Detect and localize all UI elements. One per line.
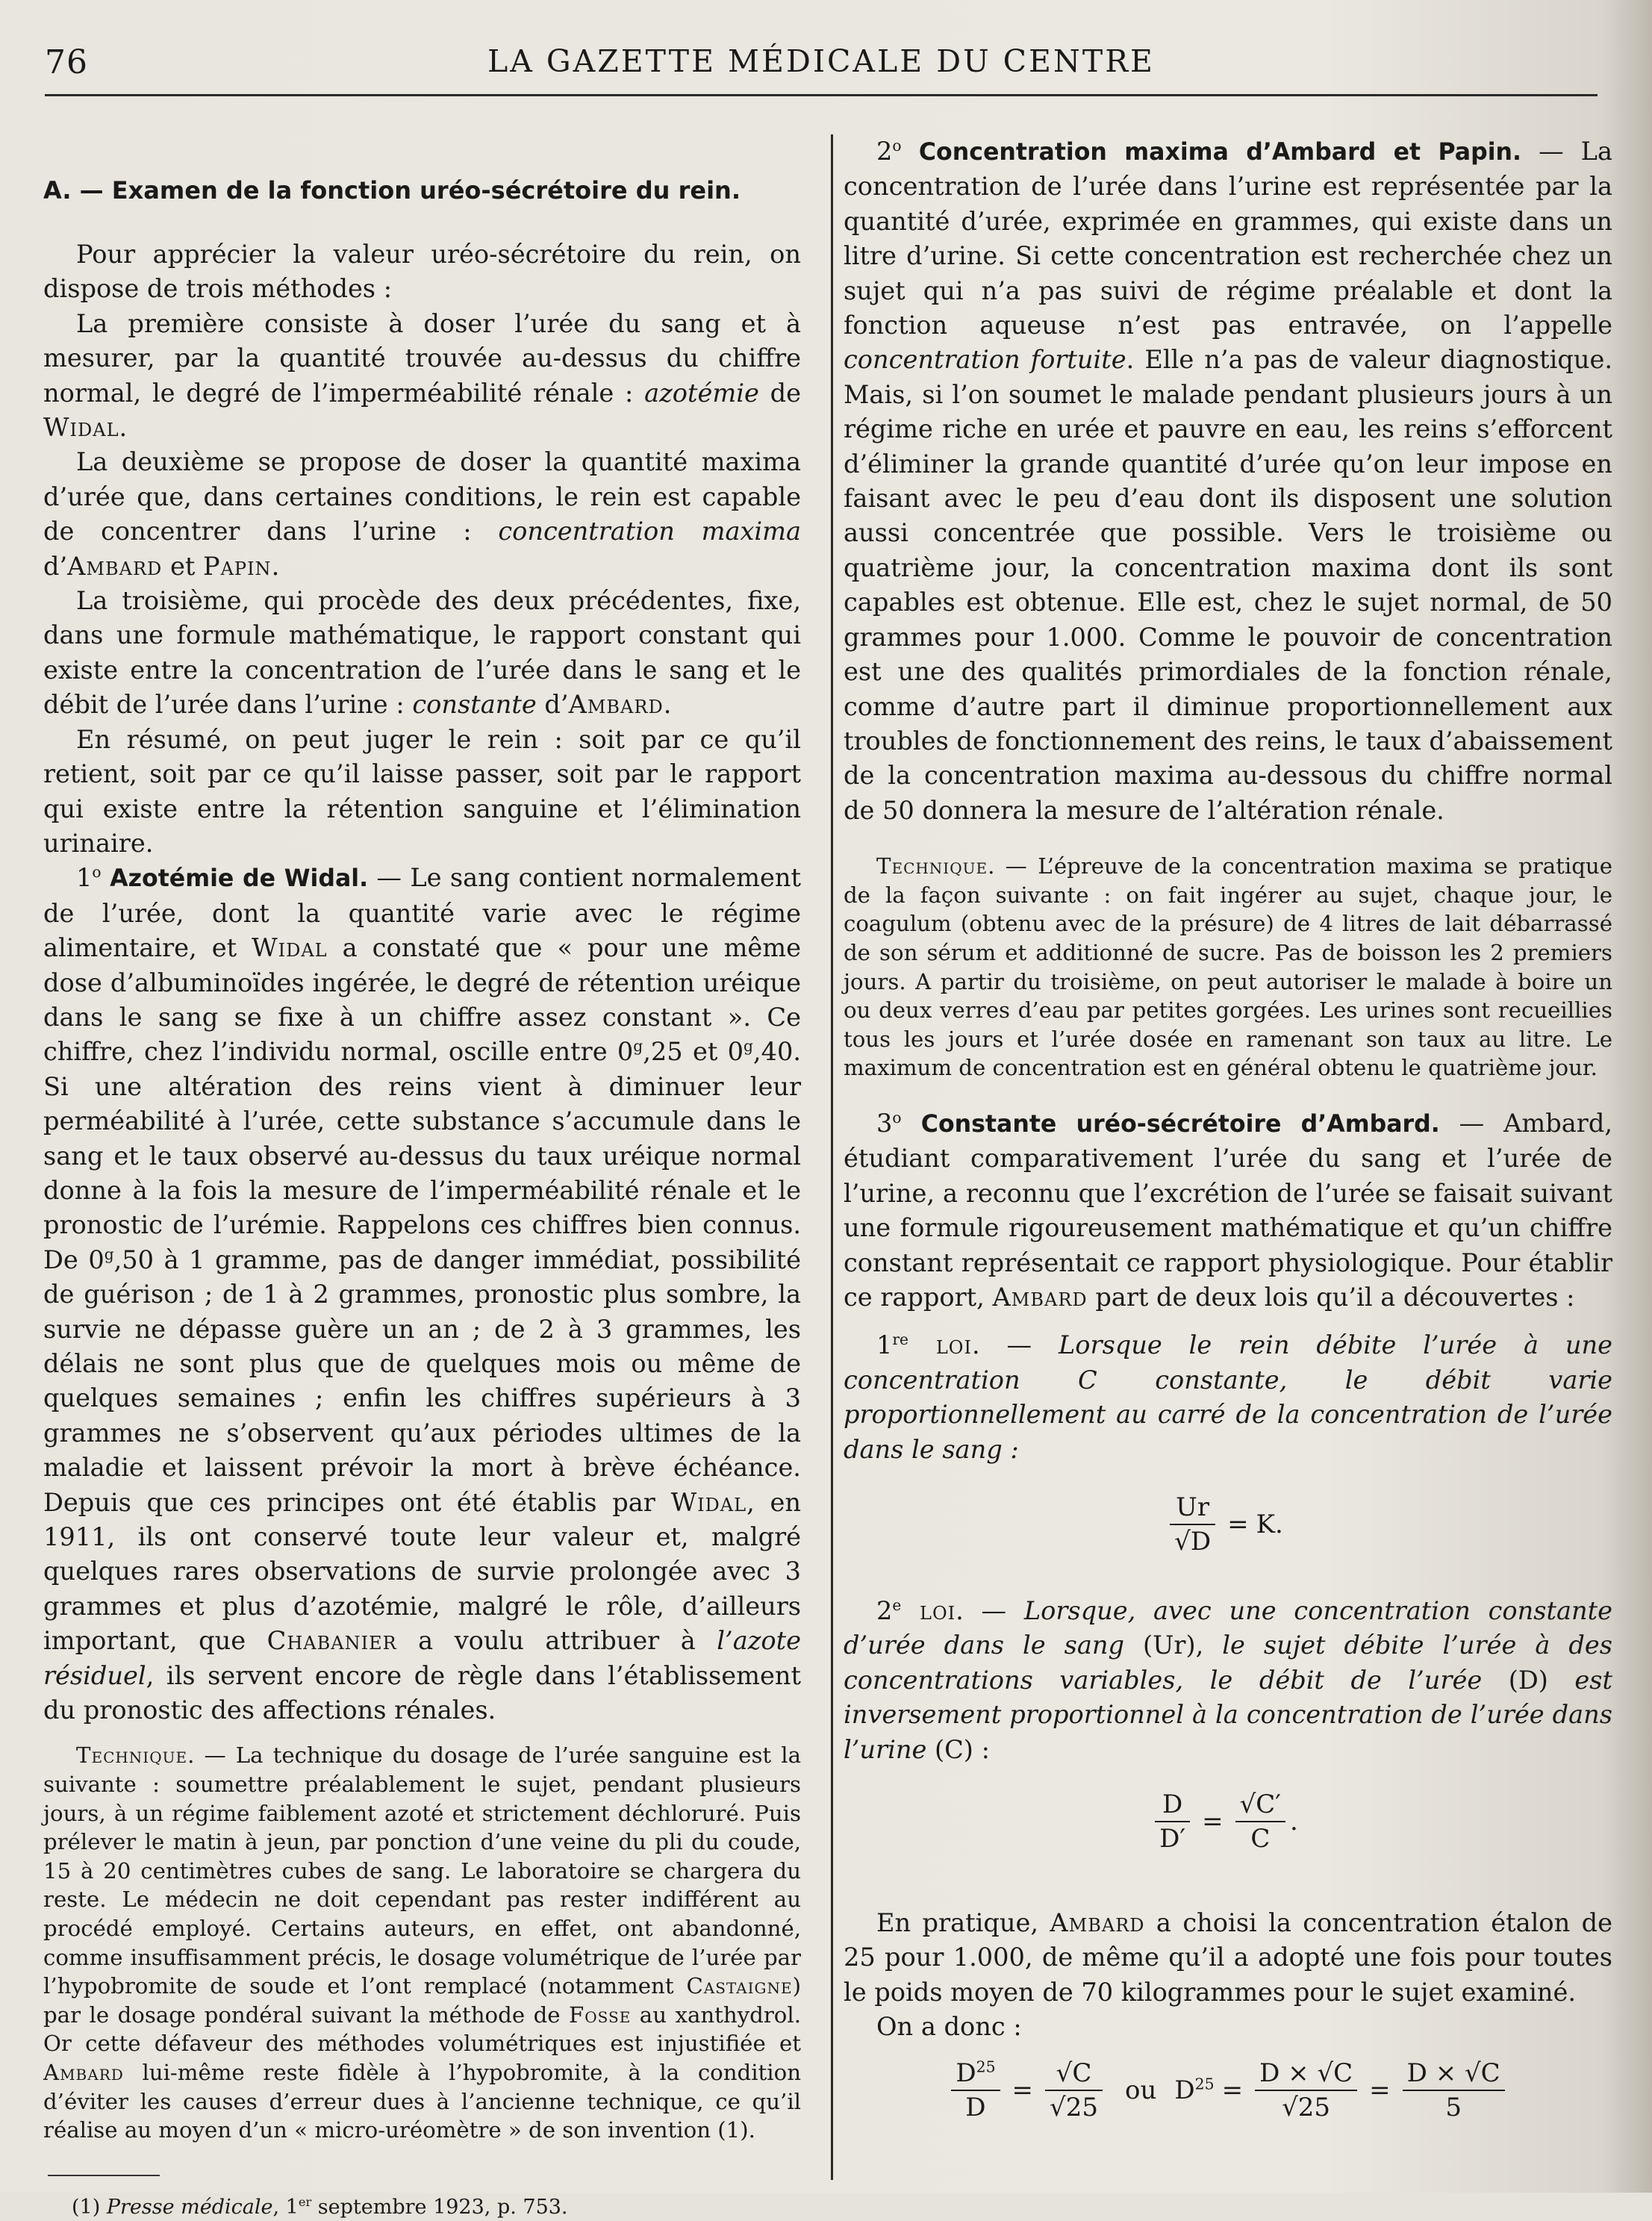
left-column [43,134,801,2221]
formula-fraction: $\frac{D \times √C}{5}$ [1403,2058,1505,2122]
formula-fraction: $\frac{√C}{√25}$ [1045,2058,1103,2122]
concentration-title: Concentration maxima d’Ambard et Papin. [901,139,1522,166]
section-heading: A. — Examen de la fonction uréo-sécrétoire du rein. [43,176,741,205]
on-a-donc: On a donc : [876,2012,1022,2042]
journal-title: LA GAZETTE MÉDICALE DU CENTRE [487,43,1155,79]
constante-paragraph: 3$^o$ Constante uréo-sécrétoire d’Ambard. — Ambard, étudiant comparativement l’urée du sang et l’urée de l’urine, a reconnu que l’excrétion de l’urée se faisait suivant une formule rigoureusement mathématique et qu’un chiffre constant représentait ce rapport physiologique. Pour établir ce rapport, Ambard part de deux lois qu’il a découvertes : [844,1108,1613,1312]
formula-fraction: $\frac{D^{25}}{D}$ [951,2058,1000,2122]
header-rule [45,94,1598,96]
method-three-paragraph: La troisième, qui procède des deux précédentes, fixe, dans une formule mathématique, le rapport constant qui existe entre la concentration de l’urée dans le sang et le débit de l’urée dans l’urine : constante d’Ambard. [43,586,801,720]
first-law-paragraph: 1re loi. — Lorsque le rein débite l’urée à une concentration C constante, le débit varie proportionnellement au carré de la concentration de l’urée dans le sang : [844,1330,1612,1464]
method-one-paragraph: La première consiste à doser l’urée du sang et à mesurer, par la quantité trouvée au-dessus du chiffre normal, le degré de l’imperméabilité rénale : azotémie de Widal. [43,308,801,443]
technique-paragraph-right: Technique. — L’épreuve de la concentration maxima se pratique de la façon suivante : on fait ingérer au sujet, chaque jour, le coagulum (obtenu avec de la présure) de 4 litres de lait débarrassé de son sérum et additionné de sucre. Pas de boisson les 2 premiers jours. A partir du troisième, on peut autoriser le malade à boire un ou deux verres d’eau par petites gorgées. Les urines sont recueillies tous les jours et l’urée dosée en ramenant son taux au litre. Le maximum de concentration est en général obtenu le quatrième jour. [844,853,1612,1081]
formula-fraction: $\frac{Ur}{√D}$ [1170,1492,1215,1557]
page-number: 76 [45,43,88,81]
formula-fraction: $\frac{D \times √C}{√25}$ [1255,2058,1357,2122]
footnote: (1) Presse médicale, 1er septembre 1923, p. 753. [72,2194,568,2219]
second-law-paragraph: 2e loi. — Lorsque, avec une concentration constante d’urée dans le sang (Ur), le sujet débite l’urée à des concentrations variables, le débit de l’urée (D) est inversement proportionnel à la concentration de l’urée dans l’urine (C) : [844,1595,1613,1764]
formula-first-law: $\frac{Ur}{√D}$ = K. [844,1492,1612,1557]
intro-paragraph: Pour apprécier la valeur uréo-sécrétoire du rein, on dispose de trois méthodes : [43,240,801,304]
constante-title: Constante uréo-sécrétoire d’Ambard. [901,1110,1440,1138]
azotemie-title: Azotémie de Widal. [101,865,369,893]
method-two-paragraph: La deuxième se propose de doser la quantité maxima d’urée que, dans certaines conditions, le rein est capable de concentrer dans l’urine : concentration maxima d’Ambard et Papin. [43,447,801,581]
summary-paragraph: En résumé, on peut juger le rein : soit par ce qu’il retient, soit par ce qu’il laisse passer, soit par le rapport qui existe entre la rétention sanguine et l’élimination urinaire. [43,724,801,858]
formula-fraction: $\frac{√C'}{C}$ [1235,1789,1285,1854]
azotemie-paragraph: 1$^o$ Azotémie de Widal. — Le sang contient normalement de l’urée, dont la quantité varie avec le régime alimentaire, et Widal a constaté que « pour une même dose d’albuminoïdes ingérée, le degré de rétention uréique dans le sang se fixe à un chiffre assez constant ». Ce chiffre, chez l’individu normal, oscille entre 0$^g$,25 et 0$^g$,40. Si une altération des reins vient à diminuer leur perméabilité à l’urée, cette substance s’accumule dans le sang et le taux observé au-dessus du taux uréique normal donne à la fois la mesure de l’imperméabilité rénale et le pronostic de l’urémie. Rappelons ces chiffres bien connus. De 0$^g$,50 à 1 gramme, pas de danger immédiat, possibilité de guérison ; de 1 à 2 grammes, pronostic plus sombre, la survie ne dépasse guère un an ; de 2 à 3 grammes, les délais ne sont plus que de quelques mois ou même de quelques semaines ; enfin les chiffres supérieurs à 3 grammes ne s’observent qu’aux périodes ultimes de la maladie et laissent prévoir la mort à brève échéance. Depuis que ces principes ont été établis par Widal, en 1911, ils ont conservé toute leur valeur et, malgré quelques rares observations de survie prolongée avec 3 grammes et plus d’azotémie, malgré le rôle, d’ailleurs important, que Chabanier a voulu attribuer à l’azote résiduel, ils servent encore de règle dans l’établissement du pronostic des affections rénales. [43,863,801,1725]
running-head [45,43,1598,88]
footnote-rule [48,2175,160,2176]
technique-paragraph-left: Technique. — La technique du dosage de l’urée sanguine est la suivante : soumettre préalablement le sujet, pendant plusieurs jours, à un régime faiblement azoté et strictement déchloruré. Puis prélever le matin à jeun, par ponction d’une veine du pli du coude, 15 à 20 centimètres cubes de sang. Le laboratoire se chargera du reste. Le médecin ne doit cependant pas rester indifférent au procédé employé. Certains auteurs, en effet, ont abandonné, comme insuffisamment précis, le dosage volumétrique de l’urée par l’hypobromite de soude et l’ont remplacé (notamment Castaigne) par le dosage pondéral suivant la méthode de Fosse au xanthydrol. Or cette défaveur des méthodes volumétriques est injustifiée et Ambard lui-même reste fidèle à l’hypobromite, à la condition d’éviter les causes d’erreur dues à l’ancienne technique, ce qu’il réalise au moyen d’un « micro-uréomètre » de son invention (1). [43,1742,801,2143]
formula-standard: $\frac{D^{25}}{D}$ = $\frac{√C}{√25}$ ou $D^{25}$ = $\frac{D \times √C}{√25}$ = $\frac{D \times √C}{5}$ [844,2058,1612,2122]
column-divider [831,134,833,2180]
formula-fraction: $\frac{D}{D'}$ [1155,1789,1190,1854]
pratique-paragraph: En pratique, Ambard a choisi la concentration étalon de 25 pour 1.000, de même qu’il a adopté une fois pour toutes le poids moyen de 70 kilogrammes pour le sujet examiné. [844,1907,1612,2007]
concentration-paragraph: 2$^o$ Concentration maxima d’Ambard et Papin. — La concentration de l’urée dans l’urine est représentée par la quantité d’urée, exprimée en grammes, qui existe dans un litre d’urine. Si cette concentration est recherchée chez un sujet qui n’a pas suivi de régime préalable et dont la fonction aqueuse n’est pas entravée, on l’appelle concentration fortuite. Elle n’a pas de valeur diagnostique. Mais, si l’on soumet le malade pendant plusieurs jours à un régime riche en urée et pauvre en eau, les reins s’efforcent d’éliminer la grande quantité d’urée qu’on leur impose en faisant avec le peu d’eau dont ils disposent une solution aussi concentrée que possible. Vers le troisième ou quatrième jour, la concentration maxima dont ils sont capables est obtenue. Elle est, chez le sujet normal, de 50 grammes pour 1.000. Comme le pouvoir de concentration est une des qualités primordiales de la fonction rénale, comme d’autre part il diminue proportionnellement aux troubles de fonctionnement des reins, le taux d’abaissement de la concentration maxima au-dessous du chiffre normal de 50 donnera la mesure de l’altération rénale. [844,136,1613,825]
formula-second-law: $\frac{D}{D'}$ = $\frac{√C'}{C}$ . [844,1789,1612,1854]
right-column [844,134,1612,2122]
